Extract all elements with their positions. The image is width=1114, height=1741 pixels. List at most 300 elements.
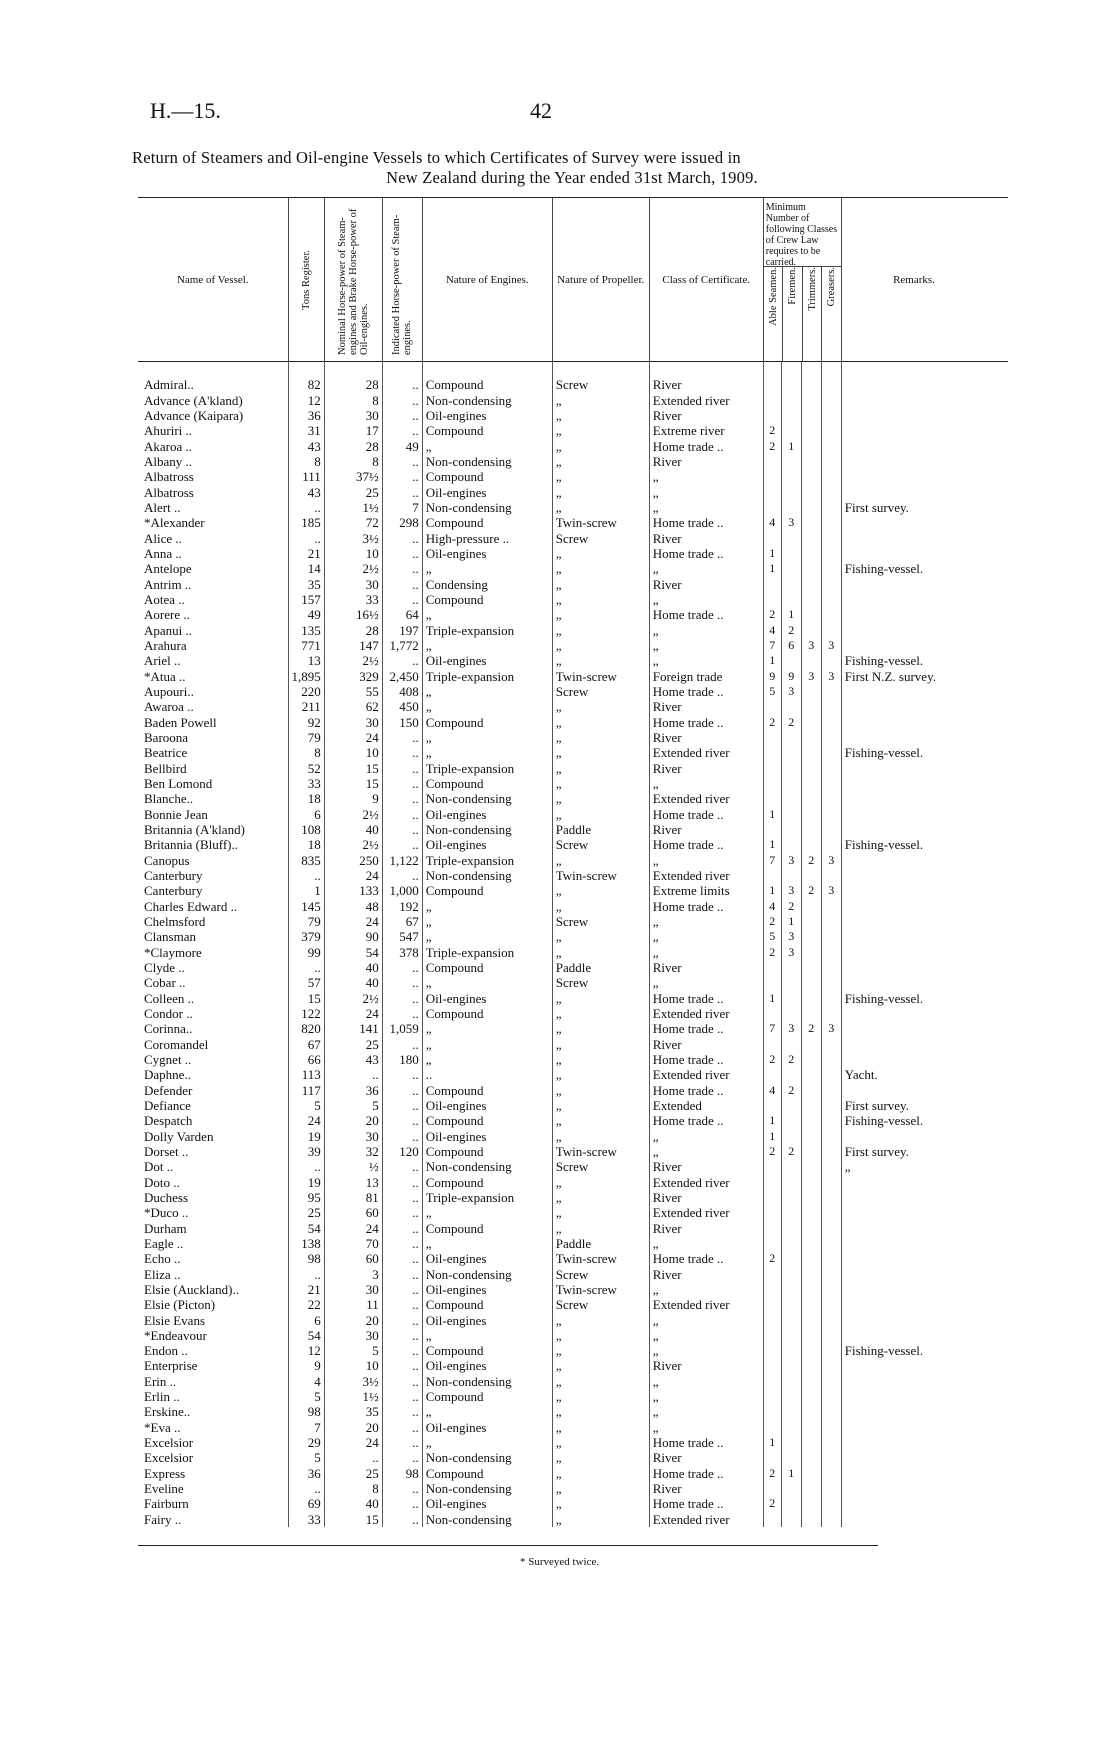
table-row: [138, 837, 986, 852]
remarks-cell: Yacht.: [841, 1067, 986, 1082]
indicated-hp-cell: 67: [382, 914, 422, 929]
table-header-row: [138, 198, 986, 362]
propeller-type-cell: Twin-screw: [552, 1282, 649, 1297]
col-greasers: Greasers.: [826, 267, 837, 307]
propeller-type-cell: „: [552, 1067, 649, 1082]
indicated-hp-cell: ..: [382, 1067, 422, 1082]
vessel-name-cell: Durham: [144, 1220, 187, 1236]
firemen-cell: [781, 653, 801, 668]
firemen-cell: [781, 990, 801, 1005]
engine-type-cell: „: [422, 607, 552, 622]
table-row: [138, 1466, 986, 1481]
certificate-class-cell: „: [649, 1236, 763, 1251]
trimmers-cell: 3: [801, 638, 821, 653]
table-row: [138, 1190, 986, 1205]
able-seamen-cell: [763, 1282, 781, 1297]
nominal-hp-cell: 329: [324, 669, 382, 684]
table-row: [138, 485, 986, 500]
page-reference: H.—15.: [150, 98, 221, 123]
tons-register-cell: 18: [288, 791, 324, 806]
certificate-class-cell: River: [649, 454, 763, 469]
engine-type-cell: Compound: [422, 1174, 552, 1189]
page-number: 42: [530, 98, 552, 123]
tons-register-cell: 49: [288, 607, 324, 622]
nominal-hp-cell: 1½: [324, 1389, 382, 1404]
able-seamen-cell: 1: [763, 546, 781, 561]
nominal-hp-cell: 2½: [324, 990, 382, 1005]
indicated-hp-cell: ..: [382, 1174, 422, 1189]
propeller-type-cell: „: [552, 791, 649, 806]
trimmers-cell: 2: [801, 1021, 821, 1036]
able-seamen-cell: 5: [763, 684, 781, 699]
vessel-name-cell: Dolly Varden: [144, 1128, 214, 1144]
indicated-hp-cell: 98: [382, 1466, 422, 1481]
certificate-class-cell: Home trade ..: [649, 837, 763, 852]
engine-type-cell: Non-condensing: [422, 822, 552, 837]
firemen-cell: 1: [781, 439, 801, 454]
greasers-cell: [821, 776, 841, 791]
vessel-name-cell: Coromandel: [144, 1036, 209, 1052]
greasers-cell: [821, 1266, 841, 1281]
certificate-class-cell: Extended river: [649, 1512, 763, 1527]
tons-register-cell: 13: [288, 653, 324, 668]
engine-type-cell: Oil-engines: [422, 1128, 552, 1143]
certificate-class-cell: Extended river: [649, 1067, 763, 1082]
certificate-class-cell: Home trade ..: [649, 715, 763, 730]
indicated-hp-cell: ..: [382, 960, 422, 975]
firemen-cell: [781, 454, 801, 469]
propeller-type-cell: „: [552, 577, 649, 592]
greasers-cell: [821, 898, 841, 913]
nominal-hp-cell: 250: [324, 853, 382, 868]
trimmers-cell: [801, 1006, 821, 1021]
propeller-type-cell: „: [552, 1220, 649, 1235]
propeller-type-cell: „: [552, 1021, 649, 1036]
engine-type-cell: „: [422, 1236, 552, 1251]
greasers-cell: [821, 1113, 841, 1128]
able-seamen-cell: [763, 393, 781, 408]
nominal-hp-cell: ½: [324, 1159, 382, 1174]
remarks-cell: [841, 439, 986, 454]
propeller-type-cell: „: [552, 1098, 649, 1113]
certificate-class-cell: Home trade ..: [649, 1021, 763, 1036]
greasers-cell: [821, 960, 841, 975]
vessel-name-cell: Elsie (Picton): [144, 1297, 216, 1313]
firemen-cell: [781, 761, 801, 776]
able-seamen-cell: [763, 1297, 781, 1312]
vessel-name-cell: Despatch: [144, 1113, 193, 1129]
propeller-type-cell: „: [552, 761, 649, 776]
firemen-cell: 3: [781, 1021, 801, 1036]
engine-type-cell: Compound: [422, 960, 552, 975]
trimmers-cell: [801, 914, 821, 929]
remarks-cell: [841, 1220, 986, 1235]
remarks-cell: [841, 469, 986, 484]
indicated-hp-cell: ..: [382, 393, 422, 408]
certificate-class-cell: „: [649, 1128, 763, 1143]
trimmers-cell: [801, 944, 821, 959]
firemen-cell: [781, 561, 801, 576]
tons-register-cell: 113: [288, 1067, 324, 1082]
able-seamen-cell: [763, 745, 781, 760]
nominal-hp-cell: ..: [324, 1450, 382, 1465]
firemen-cell: [781, 1266, 801, 1281]
col-indicated-hp: Indicated Horse-power of Steam-engines.: [382, 198, 422, 362]
remarks-cell: First survey.: [841, 500, 986, 515]
engine-type-cell: Oil-engines: [422, 1251, 552, 1266]
firemen-cell: [781, 1358, 801, 1373]
tons-register-cell: 21: [288, 546, 324, 561]
certificate-class-cell: „: [649, 929, 763, 944]
able-seamen-cell: 7: [763, 638, 781, 653]
firemen-cell: [781, 1328, 801, 1343]
indicated-hp-cell: ..: [382, 653, 422, 668]
propeller-type-cell: „: [552, 1450, 649, 1465]
table-row: [138, 408, 986, 423]
greasers-cell: [821, 1220, 841, 1235]
able-seamen-cell: [763, 577, 781, 592]
nominal-hp-cell: 133: [324, 883, 382, 898]
certificate-class-cell: Home trade ..: [649, 439, 763, 454]
propeller-type-cell: „: [552, 730, 649, 745]
trimmers-cell: [801, 1282, 821, 1297]
vessel-name-cell: Ben Lomond: [144, 776, 213, 792]
table-row: [138, 1512, 986, 1527]
engine-type-cell: Compound: [422, 377, 552, 392]
nominal-hp-cell: 147: [324, 638, 382, 653]
greasers-cell: 3: [821, 883, 841, 898]
indicated-hp-cell: 450: [382, 699, 422, 714]
vessel-name-cell: Advance (Kaipara): [144, 408, 244, 424]
firemen-cell: [781, 1159, 801, 1174]
certificate-class-cell: Extended river: [649, 1174, 763, 1189]
vessel-name-cell: Blanche..: [144, 791, 194, 807]
table-row: [138, 1113, 986, 1128]
remarks-cell: [841, 423, 986, 438]
engine-type-cell: Triple-expansion: [422, 853, 552, 868]
trimmers-cell: [801, 561, 821, 576]
footnote: * Surveyed twice.: [520, 1556, 600, 1568]
vessel-name-cell: *Claymore: [144, 944, 202, 960]
greasers-cell: [821, 1512, 841, 1527]
able-seamen-cell: [763, 868, 781, 883]
nominal-hp-cell: 20: [324, 1113, 382, 1128]
trimmers-cell: [801, 1312, 821, 1327]
trimmers-cell: [801, 1128, 821, 1143]
engine-type-cell: „: [422, 898, 552, 913]
vessel-name-cell: Erskine..: [144, 1404, 191, 1420]
nominal-hp-cell: 11: [324, 1297, 382, 1312]
firemen-cell: [781, 791, 801, 806]
firemen-cell: 1: [781, 607, 801, 622]
firemen-cell: 2: [781, 715, 801, 730]
propeller-type-cell: Twin-screw: [552, 515, 649, 530]
able-seamen-cell: 1: [763, 1435, 781, 1450]
greasers-cell: [821, 439, 841, 454]
engine-type-cell: „: [422, 745, 552, 760]
tons-register-cell: 111: [288, 469, 324, 484]
trimmers-cell: [801, 1435, 821, 1450]
engine-type-cell: Non-condensing: [422, 1450, 552, 1465]
tons-register-cell: 36: [288, 1466, 324, 1481]
table-row: [138, 393, 986, 408]
indicated-hp-cell: ..: [382, 1113, 422, 1128]
vessel-name-cell: Colleen ..: [144, 990, 195, 1006]
table-row: [138, 868, 986, 883]
vessel-name-cell: *Atua ..: [144, 668, 186, 684]
propeller-type-cell: Screw: [552, 377, 649, 392]
nominal-hp-cell: 24: [324, 1220, 382, 1235]
certificate-class-cell: „: [649, 485, 763, 500]
greasers-cell: [821, 929, 841, 944]
engine-type-cell: „: [422, 914, 552, 929]
greasers-cell: [821, 485, 841, 500]
engine-type-cell: „: [422, 684, 552, 699]
remarks-cell: [841, 1190, 986, 1205]
vessel-name-cell: Baroona: [144, 730, 189, 746]
engine-type-cell: Compound: [422, 1466, 552, 1481]
table-row: [138, 1236, 986, 1251]
indicated-hp-cell: 64: [382, 607, 422, 622]
firemen-cell: [781, 485, 801, 500]
vessel-name-cell: Aupouri..: [144, 684, 194, 700]
able-seamen-cell: [763, 1190, 781, 1205]
engine-type-cell: Compound: [422, 1144, 552, 1159]
nominal-hp-cell: 2½: [324, 653, 382, 668]
firemen-cell: 2: [781, 1144, 801, 1159]
remarks-cell: [841, 1328, 986, 1343]
table-row: [138, 1251, 986, 1266]
col-tons: Tons Register.: [288, 198, 324, 362]
able-seamen-cell: 1: [763, 1113, 781, 1128]
indicated-hp-cell: ..: [382, 837, 422, 852]
remarks-cell: [841, 822, 986, 837]
greasers-cell: 3: [821, 669, 841, 684]
indicated-hp-cell: ..: [382, 791, 422, 806]
propeller-type-cell: Screw: [552, 684, 649, 699]
engine-type-cell: „: [422, 699, 552, 714]
vessel-name-cell: Duchess: [144, 1189, 189, 1205]
table-row: [138, 1144, 986, 1159]
able-seamen-cell: [763, 1481, 781, 1496]
able-seamen-cell: [763, 1450, 781, 1465]
remarks-cell: [841, 454, 986, 469]
remarks-cell: [841, 1128, 986, 1143]
tons-register-cell: 8: [288, 454, 324, 469]
firemen-cell: 3: [781, 853, 801, 868]
nominal-hp-cell: 2½: [324, 561, 382, 576]
tons-register-cell: 19: [288, 1128, 324, 1143]
greasers-cell: [821, 1358, 841, 1373]
trimmers-cell: [801, 990, 821, 1005]
greasers-cell: [821, 1343, 841, 1358]
greasers-cell: [821, 1404, 841, 1419]
table-row: [138, 623, 986, 638]
remarks-cell: [841, 807, 986, 822]
nominal-hp-cell: 15: [324, 1512, 382, 1527]
remarks-cell: [841, 1052, 986, 1067]
able-seamen-cell: [763, 1220, 781, 1235]
nominal-hp-cell: 20: [324, 1420, 382, 1435]
col-nominal-hp: Nominal Horse-power of Steam-engines and Brake Horse-power of Oil-engines.: [324, 198, 382, 362]
table-row: [138, 990, 986, 1005]
vessel-name-cell: Canopus: [144, 852, 190, 868]
nominal-hp-cell: 24: [324, 1435, 382, 1450]
firemen-cell: [781, 807, 801, 822]
tons-register-cell: 82: [288, 377, 324, 392]
indicated-hp-cell: ..: [382, 1481, 422, 1496]
engine-type-cell: Oil-engines: [422, 546, 552, 561]
remarks-cell: [841, 1312, 986, 1327]
tons-register-cell: 7: [288, 1420, 324, 1435]
able-seamen-cell: [763, 1404, 781, 1419]
tons-register-cell: 35: [288, 577, 324, 592]
nominal-hp-cell: 32: [324, 1144, 382, 1159]
certificate-class-cell: Extended river: [649, 1297, 763, 1312]
remarks-cell: [841, 1174, 986, 1189]
firemen-cell: [781, 393, 801, 408]
engine-type-cell: „: [422, 730, 552, 745]
vessel-name-cell: Eliza ..: [144, 1266, 181, 1282]
table-row: [138, 883, 986, 898]
indicated-hp-cell: ..: [382, 1159, 422, 1174]
remarks-cell: [841, 1236, 986, 1251]
propeller-type-cell: „: [552, 1435, 649, 1450]
firemen-cell: [781, 1128, 801, 1143]
greasers-cell: 3: [821, 638, 841, 653]
able-seamen-cell: [763, 1312, 781, 1327]
able-seamen-cell: [763, 531, 781, 546]
tons-register-cell: 79: [288, 914, 324, 929]
nominal-hp-cell: 24: [324, 730, 382, 745]
certificate-class-cell: Home trade ..: [649, 1113, 763, 1128]
indicated-hp-cell: ..: [382, 469, 422, 484]
tons-register-cell: 138: [288, 1236, 324, 1251]
nominal-hp-cell: 43: [324, 1052, 382, 1067]
engine-type-cell: „: [422, 1404, 552, 1419]
greasers-cell: [821, 1128, 841, 1143]
indicated-hp-cell: 2,450: [382, 669, 422, 684]
vessel-name-cell: Charles Edward ..: [144, 898, 238, 914]
able-seamen-cell: [763, 485, 781, 500]
vessel-name-cell: Arahura: [144, 638, 187, 654]
certificate-class-cell: „: [649, 1404, 763, 1419]
remarks-cell: [841, 638, 986, 653]
firemen-cell: [781, 1312, 801, 1327]
remarks-cell: [841, 1435, 986, 1450]
engine-type-cell: „: [422, 929, 552, 944]
trimmers-cell: [801, 1174, 821, 1189]
tons-register-cell: 122: [288, 1006, 324, 1021]
tons-register-cell: 69: [288, 1496, 324, 1511]
propeller-type-cell: „: [552, 1496, 649, 1511]
firemen-cell: [781, 1282, 801, 1297]
spacer-row: [138, 362, 986, 377]
greasers-cell: [821, 592, 841, 607]
able-seamen-cell: [763, 469, 781, 484]
propeller-type-cell: „: [552, 1006, 649, 1021]
propeller-type-cell: „: [552, 1128, 649, 1143]
certificate-class-cell: Home trade ..: [649, 1082, 763, 1097]
table-row: [138, 577, 986, 592]
nominal-hp-cell: 30: [324, 577, 382, 592]
indicated-hp-cell: 192: [382, 898, 422, 913]
firemen-cell: [781, 577, 801, 592]
able-seamen-cell: 4: [763, 898, 781, 913]
nominal-hp-cell: 72: [324, 515, 382, 530]
trimmers-cell: [801, 699, 821, 714]
nominal-hp-cell: 40: [324, 1496, 382, 1511]
vessel-name-cell: *Alexander: [144, 515, 205, 531]
greasers-cell: [821, 1251, 841, 1266]
certificate-class-cell: Home trade ..: [649, 546, 763, 561]
engine-type-cell: „: [422, 1205, 552, 1220]
firemen-cell: [781, 868, 801, 883]
tons-register-cell: 52: [288, 761, 324, 776]
tons-register-cell: 379: [288, 929, 324, 944]
engine-type-cell: Non-condensing: [422, 1266, 552, 1281]
trimmers-cell: [801, 898, 821, 913]
trimmers-cell: [801, 577, 821, 592]
table-row: [138, 1297, 986, 1312]
propeller-type-cell: „: [552, 944, 649, 959]
trimmers-cell: [801, 975, 821, 990]
trimmers-cell: [801, 807, 821, 822]
remarks-cell: [841, 1420, 986, 1435]
firemen-cell: [781, 592, 801, 607]
remarks-cell: [841, 592, 986, 607]
able-seamen-cell: 4: [763, 515, 781, 530]
able-seamen-cell: 7: [763, 853, 781, 868]
firemen-cell: 1: [781, 1466, 801, 1481]
nominal-hp-cell: 5: [324, 1343, 382, 1358]
nominal-hp-cell: 40: [324, 822, 382, 837]
certificate-class-cell: Extended river: [649, 868, 763, 883]
trimmers-cell: [801, 1251, 821, 1266]
vessel-name-cell: *Endeavour: [144, 1327, 207, 1343]
able-seamen-cell: [763, 377, 781, 392]
indicated-hp-cell: ..: [382, 1420, 422, 1435]
able-seamen-cell: [763, 408, 781, 423]
remarks-cell: [841, 1450, 986, 1465]
indicated-hp-cell: ..: [382, 1251, 422, 1266]
engine-type-cell: Oil-engines: [422, 408, 552, 423]
propeller-type-cell: Twin-screw: [552, 1144, 649, 1159]
trimmers-cell: [801, 515, 821, 530]
engine-type-cell: Triple-expansion: [422, 669, 552, 684]
nominal-hp-cell: 70: [324, 1236, 382, 1251]
nominal-hp-cell: 30: [324, 1328, 382, 1343]
engine-type-cell: Compound: [422, 1297, 552, 1312]
trimmers-cell: 2: [801, 883, 821, 898]
remarks-cell: [841, 1358, 986, 1373]
propeller-type-cell: „: [552, 485, 649, 500]
greasers-cell: [821, 1328, 841, 1343]
table-row: [138, 1266, 986, 1281]
firemen-cell: [781, 1098, 801, 1113]
engine-type-cell: Non-condensing: [422, 1512, 552, 1527]
indicated-hp-cell: ..: [382, 377, 422, 392]
able-seamen-cell: [763, 761, 781, 776]
nominal-hp-cell: 13: [324, 1174, 382, 1189]
able-seamen-cell: [763, 1067, 781, 1082]
firemen-cell: [781, 1205, 801, 1220]
firemen-cell: 2: [781, 898, 801, 913]
nominal-hp-cell: ..: [324, 1067, 382, 1082]
greasers-cell: [821, 868, 841, 883]
nominal-hp-cell: 40: [324, 975, 382, 990]
table-row: [138, 1420, 986, 1435]
